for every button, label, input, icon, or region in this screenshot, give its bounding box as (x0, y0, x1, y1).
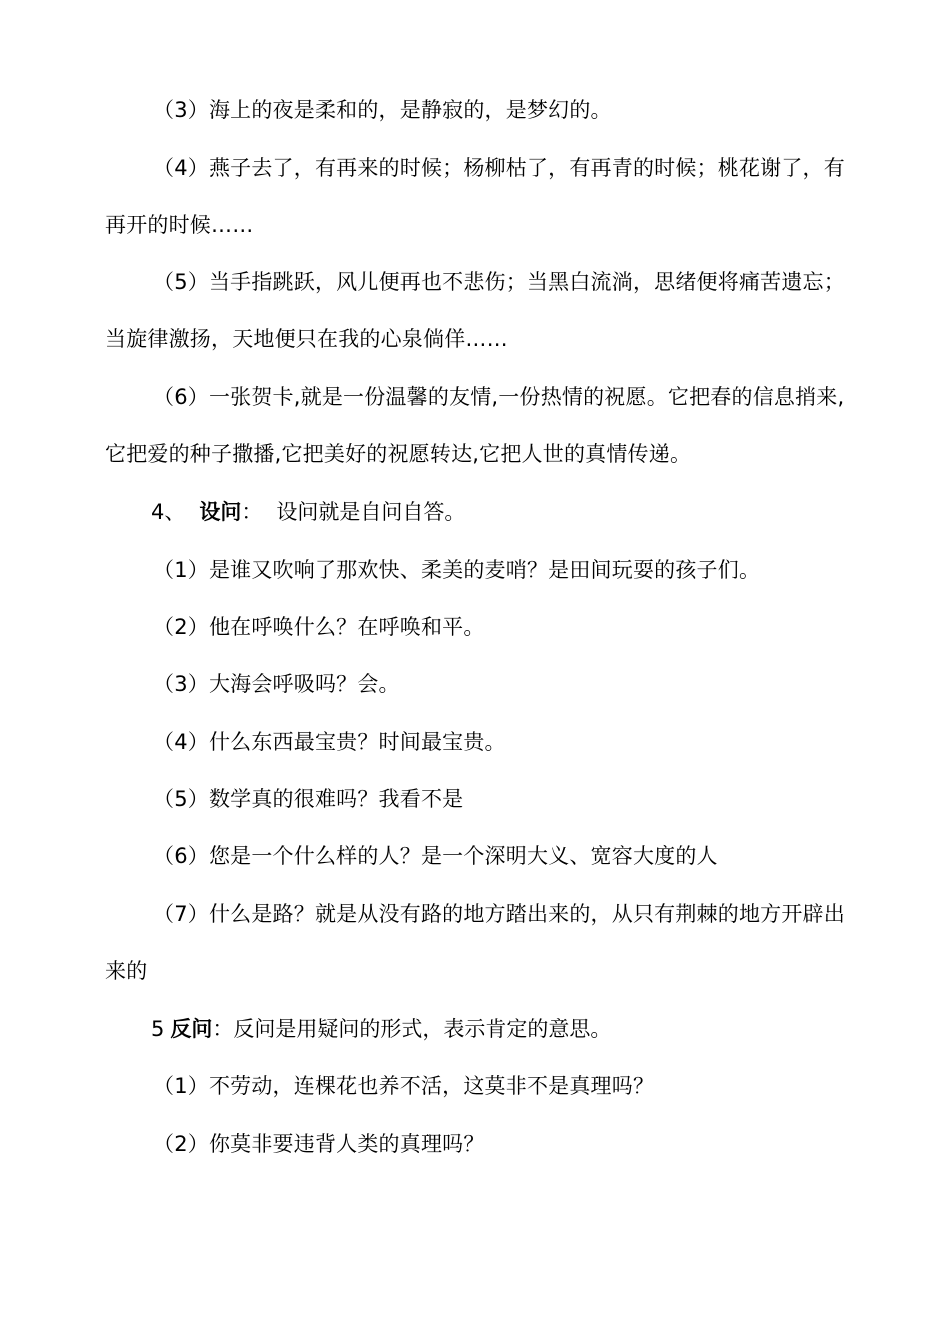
section-5-item-2: （2）你莫非要违背人类的真理吗？ (153, 1132, 485, 1156)
section-4-item-4: （4）什么东西最宝贵？时间最宝贵。 (153, 730, 506, 754)
section-4-item-7: （7）什么是路？就是从没有路的地方踏出来的，从只有荆棘的地方开辟出来的 (105, 902, 845, 983)
section-4-item-6: （6）您是一个什么样的人？是一个深明大义、宽容大度的人 (153, 844, 718, 868)
section-5-term: 反问 (170, 1017, 213, 1041)
section-4-item-1: （1）是谁又吹响了那欢快、柔美的麦哨？是田间玩耍的孩子们。 (153, 558, 761, 582)
section-5-item-1: （1）不劳动，连棵花也养不活，这莫非不是真理吗？ (153, 1074, 655, 1098)
paragraph-metaphor-6: （6）一张贺卡,就是一份温馨的友情,一份热情的祝愿。它把春的信息捎来,它把爱的种子撒播,它把美好的祝愿转达,它把人世的真情传递。 (105, 385, 845, 466)
section-5-heading (151, 1001, 611, 1058)
section-4-colon: ： (241, 500, 263, 524)
section-4-heading (151, 484, 465, 541)
section-4-item-2: （2）他在呼唤什么？在呼唤和平。 (153, 615, 485, 639)
section-5-colon: ： (212, 1017, 234, 1041)
section-4-number: 4、 (151, 500, 186, 524)
section-4-term: 设问 (199, 500, 242, 524)
section-4-definition: 设问就是自问自答。 (276, 500, 466, 524)
paragraph-metaphor-4: （4）燕子去了，有再来的时候；杨柳枯了，有再青的时候；桃花谢了，有再开的时候…… (105, 156, 845, 237)
paragraph-metaphor-5: （5）当手指跳跃，风儿便再也不悲伤；当黑白流淌，思绪便将痛苦遗忘；当旋律激扬，天地便只在我的心泉倘佯…… (105, 270, 845, 351)
section-4-item-3: （3）大海会呼吸吗？会。 (153, 672, 400, 696)
section-4-item-5: （5）数学真的很难吗？我看不是 (153, 787, 464, 811)
section-5-number: 5 (151, 1017, 165, 1041)
paragraph-metaphor-3: （3）海上的夜是柔和的，是静寂的，是梦幻的。 (153, 98, 612, 122)
section-5-definition: 反问是用疑问的形式，表示肯定的意思。 (233, 1017, 612, 1041)
